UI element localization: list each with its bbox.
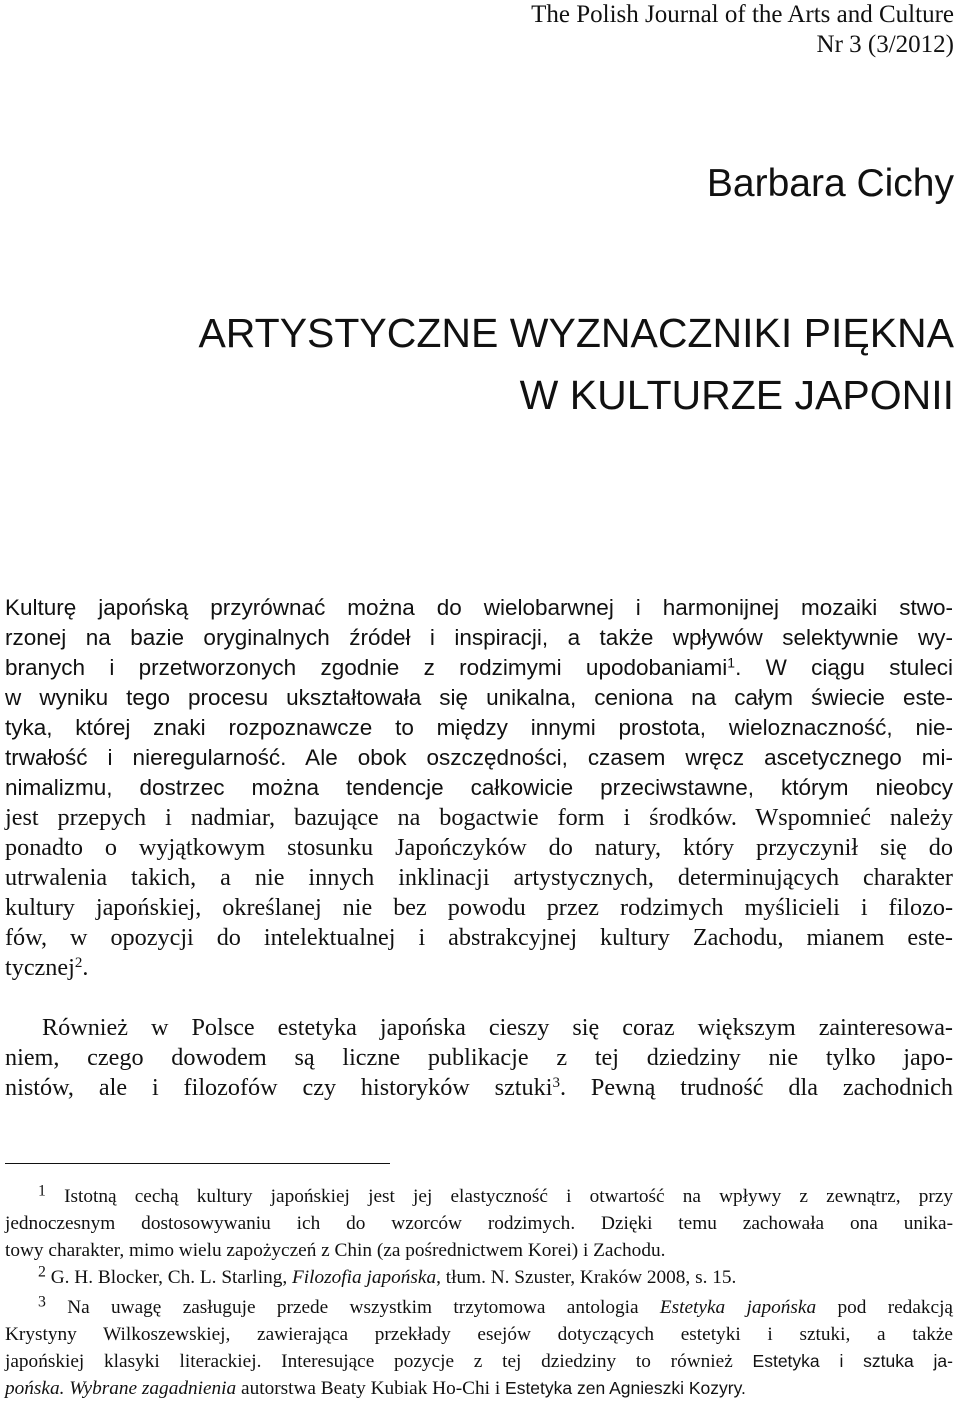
- footnote-line: [5, 1348, 953, 1375]
- journal-issue: Nr 3 (3/2012): [816, 31, 954, 58]
- body-text: nistów, ale i filozofów czy historyków sztuki: [5, 1074, 553, 1101]
- footnote-text: pod redakcją: [816, 1297, 953, 1318]
- footnote-line: [5, 1375, 953, 1402]
- footnote-3: [5, 1294, 953, 1321]
- body-line: [5, 953, 953, 983]
- body-text: branych i przetworzonych zgodnie z rodzimymi upodobaniami: [5, 655, 728, 680]
- footnote-text: , tłum. N. Szuster, Kraków 2008, s. 15.: [436, 1267, 737, 1288]
- footnote-text: autorstwa Beaty Kubiak Ho-Chi i: [236, 1378, 506, 1399]
- footnote-number: 3: [38, 1293, 46, 1311]
- body-line: utrwalenia takich, a nie innych inklinacji artystycznych, determinujących charakter: [5, 864, 953, 891]
- footnote-book-title: pońska. Wybrane zagadnienia: [5, 1378, 237, 1399]
- body-line: rzonej na bazie oryginalnych źródeł i inspiracji, a także wpływów selektywnie wy-: [5, 625, 953, 650]
- body-line: [5, 653, 953, 683]
- body-text: tycznej: [5, 954, 75, 981]
- body-line: Kulturę japońską przyrównać można do wielobarwnej i harmonijnej mozaiki stwo-: [5, 595, 953, 620]
- footnote-book-title: Estetyka zen Agnieszki Kozyry.: [505, 1378, 746, 1398]
- footnote-book-title: Filozofia japońska: [292, 1267, 437, 1288]
- article-title-line-2: W KULTURZE JAPONII: [519, 372, 954, 418]
- author-name: Barbara Cichy: [706, 162, 954, 205]
- footnote-ref-3[interactable]: 3: [552, 1074, 560, 1091]
- body-line: Również w Polsce estetyka japońska cieszy się coraz większym zainteresowa-: [42, 1014, 953, 1041]
- footnote-text: G. H. Blocker, Ch. L. Starling,: [50, 1267, 293, 1288]
- footnote-number: 1: [38, 1182, 46, 1200]
- journal-name: The Polish Journal of the Arts and Culture: [531, 1, 954, 28]
- body-text: .: [82, 954, 89, 981]
- footnote-text: Na uwagę zasługuje przede wszystkim trzytomowa antologia: [67, 1297, 660, 1318]
- body-line: fów, w opozycji do intelektualnej i abstrakcyjnej kultury Zachodu, mianem este-: [5, 924, 953, 951]
- footnote-text: Istotną cechą kultury japońskiej jest jej elastyczność i otwartość na wpływy z zewnątrz, przy: [64, 1186, 953, 1207]
- footnote-number: 2: [38, 1263, 46, 1281]
- body-line: [5, 743, 953, 773]
- footnote-2: [5, 1264, 953, 1291]
- body-line: tyka, której znaki rozpoznawcze to między innymi prostota, wieloznaczność, nie-: [5, 715, 953, 740]
- body-line: w wyniku tego procesu ukształtowała się unikalna, ceniona na całym świecie este-: [5, 685, 953, 710]
- body-text: trwałość i nieregularność.: [5, 745, 287, 770]
- footnote-separator: [5, 1163, 390, 1164]
- body-text: Ale obok oszczędności, czasem wręcz ascetycznego mi-: [286, 745, 953, 770]
- footnote-book-title: Estetyka i sztuka ja-: [752, 1351, 953, 1371]
- footnote-book-title: Estetyka japońska: [659, 1297, 817, 1318]
- body-text: . W ciągu stuleci: [735, 655, 953, 680]
- body-line: ponadto o wyjątkowym stosunku Japończyków do natury, który przyczynił się do: [5, 834, 953, 861]
- body-line: [5, 1073, 953, 1103]
- article-title-line-1: ARTYSTYCZNE WYZNACZNIKI PIĘKNA: [198, 310, 954, 356]
- body-line: jest przepych i nadmiar, bazujące na bogactwie form i środków. Wspomnieć należy: [5, 804, 953, 831]
- body-text: . Pewną trudność dla zachodnich: [559, 1074, 953, 1101]
- body-line: niem, czego dowodem są liczne publikacje z tej dziedziny nie tylko japo-: [5, 1044, 953, 1071]
- footnote-ref-2[interactable]: 2: [74, 954, 83, 971]
- footnote-text: japońskiej klasyki literackiej. Interesujące pozycje z tej dziedziny to również: [5, 1351, 753, 1372]
- body-line: nimalizmu, dostrzec można tendencje całkowicie przeciwstawne, którym nieobcy: [5, 775, 953, 800]
- body-line: kultury japońskiej, określanej nie bez powodu przez rodzimych myślicieli i filozo-: [5, 894, 953, 921]
- footnote-line: jednoczesnym dostosowywaniu ich do wzorców rodzimych. Dzięki temu zachowała ona unika-: [5, 1213, 953, 1234]
- footnote-line: Krystyny Wilkoszewskiej, zawierająca przekłady esejów dotyczących estetyki i sztuki, a także: [5, 1324, 953, 1345]
- footnote-1: [5, 1183, 953, 1210]
- footnote-ref-1[interactable]: 1: [727, 654, 736, 671]
- footnote-line: towy charakter, mimo wielu zapożyczeń z Chin (za pośrednictwem Korei) i Zachodu.: [5, 1240, 666, 1261]
